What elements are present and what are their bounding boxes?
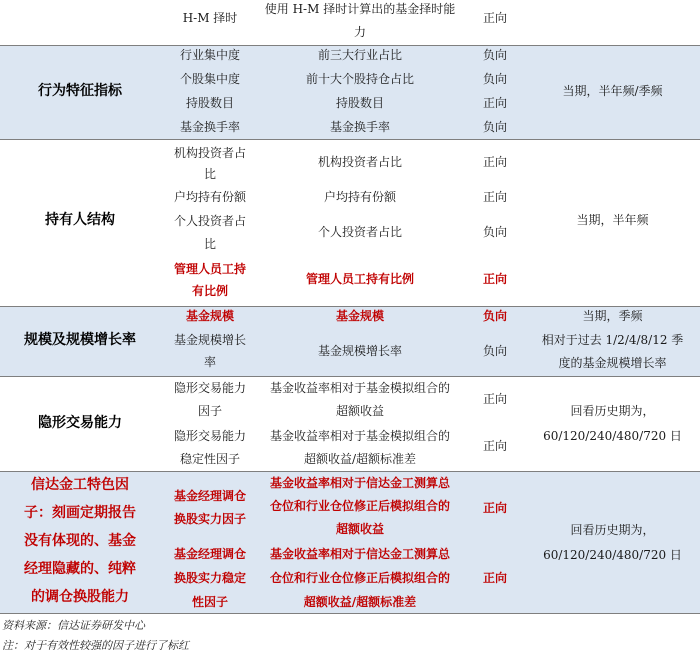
- category-label-highlighted: 没有体现的、基金: [24, 533, 136, 549]
- factor-name: 比: [203, 167, 216, 181]
- factor-definition: 持股数目: [335, 96, 384, 110]
- factor-definition-highlighted: 超额收益: [335, 522, 384, 536]
- frequency-note: 当期，半年频/季频: [562, 84, 663, 98]
- factor-definition: 基金收益率相对于基金模拟组合的: [269, 381, 450, 395]
- factor-definition: 户均持有份额: [323, 190, 396, 204]
- factor-name-highlighted: 换股实力稳定: [173, 571, 246, 585]
- factor-name: 个人投资者占: [173, 214, 246, 228]
- factor-name: 个股集中度: [179, 72, 240, 86]
- factor-definition-highlighted: 仓位和行业仓位修正后模拟组合的: [269, 499, 450, 513]
- factor-direction: 正向: [482, 439, 507, 453]
- factor-name: 比: [203, 237, 216, 251]
- source-note: 资料来源：信达证券研发中心: [2, 619, 145, 632]
- factor-definition: 基金收益率相对于基金模拟组合的: [269, 429, 450, 443]
- factor-direction-highlighted: 负向: [482, 309, 507, 323]
- factor-direction: 正向: [482, 96, 507, 110]
- category-label: 持有人结构: [45, 212, 115, 228]
- factor-direction: 正向: [482, 392, 507, 406]
- factor-name: 率: [203, 355, 216, 369]
- factor-name: 机构投资者占: [173, 146, 246, 160]
- factor-definition: 使用 H-M 择时计算出的基金择时能: [264, 2, 456, 16]
- category-label-highlighted: 信达金工特色因: [31, 477, 129, 493]
- factor-name: 隐形交易能力: [173, 429, 246, 443]
- factor-definition: 力: [353, 25, 366, 39]
- factor-definition: 个人投资者占比: [317, 225, 402, 239]
- factor-direction: 正向: [482, 155, 507, 169]
- factor-direction-highlighted: 正向: [482, 571, 507, 585]
- factor-name: H-M 择时: [182, 11, 238, 25]
- factor-definition: 机构投资者占比: [317, 155, 402, 169]
- factor-name-highlighted: 有比例: [191, 284, 228, 298]
- factor-name-highlighted: 管理人员工持: [173, 262, 246, 276]
- factor-definition: 基金换手率: [329, 120, 390, 134]
- frequency-note: 60/120/240/480/720 日: [543, 429, 682, 443]
- factor-definition-highlighted: 超额收益/超额标准差: [303, 595, 417, 609]
- factor-definition-highlighted: 基金收益率相对于信达金工测算总: [269, 547, 450, 561]
- category-label-highlighted: 子：刻画定期报告: [24, 505, 136, 521]
- factor-name-highlighted: 换股实力因子: [173, 512, 246, 526]
- factor-name-highlighted: 性因子: [191, 595, 228, 609]
- category-label-highlighted: 经理隐藏的、纯粹: [24, 561, 136, 577]
- factor-name: 基金换手率: [179, 120, 240, 134]
- frequency-note: 当期，半年频: [576, 213, 649, 227]
- factor-name: 因子: [197, 404, 222, 418]
- factor-name-highlighted: 基金经理调仓: [173, 489, 246, 503]
- row-divider: [0, 139, 700, 140]
- factor-name: 稳定性因子: [179, 452, 240, 466]
- category-label-highlighted: 的调仓换股能力: [31, 589, 129, 605]
- factor-name: 隐形交易能力: [173, 381, 246, 395]
- frequency-note: 回看历史期为，: [570, 523, 655, 537]
- factor-direction: 负向: [482, 344, 507, 358]
- category-label: 规模及规模增长率: [24, 332, 136, 348]
- frequency-note: 60/120/240/480/720 日: [543, 548, 682, 562]
- factor-name: 户均持有份额: [173, 190, 246, 204]
- factor-name: 行业集中度: [179, 48, 240, 62]
- factor-name: 基金规模增长: [173, 333, 246, 347]
- factor-direction: 负向: [482, 72, 507, 86]
- factor-direction-highlighted: 正向: [482, 272, 507, 286]
- factor-definition: 前十大个股持仓占比: [305, 72, 414, 86]
- factor-definition: 基金规模增长率: [317, 344, 402, 358]
- factor-direction: 正向: [482, 190, 507, 204]
- factor-direction-highlighted: 正向: [482, 501, 507, 515]
- factor-definition-highlighted: 仓位和行业仓位修正后模拟组合的: [269, 571, 450, 585]
- factor-definition: 前三大行业占比: [317, 48, 402, 62]
- factor-definition-highlighted: 基金规模: [335, 309, 384, 323]
- factor-direction: 负向: [482, 225, 507, 239]
- factor-direction: 负向: [482, 120, 507, 134]
- frequency-note: 回看历史期为，: [570, 404, 655, 418]
- frequency-note: 相对于过去 1/2/4/8/12 季: [541, 333, 684, 347]
- factor-definition: 超额收益: [335, 404, 384, 418]
- factor-definition-highlighted: 基金收益率相对于信达金工测算总: [269, 476, 450, 490]
- frequency-note: 度的基金规模增长率: [558, 356, 667, 370]
- footnote: 注：对于有效性较强的因子进行了标红: [2, 639, 189, 652]
- category-label: 隐形交易能力: [38, 415, 122, 431]
- factor-direction: 负向: [482, 48, 507, 62]
- factor-definition: 超额收益/超额标准差: [303, 452, 417, 466]
- factor-name: 持股数目: [185, 96, 234, 110]
- factor-definition-highlighted: 管理人员工持有比例: [305, 272, 414, 286]
- factor-direction: 正向: [482, 11, 507, 25]
- factor-name-highlighted: 基金规模: [185, 309, 234, 323]
- factor-name-highlighted: 基金经理调仓: [173, 547, 246, 561]
- frequency-note: 当期，季频: [582, 309, 643, 323]
- category-label: 行为特征指标: [38, 83, 122, 99]
